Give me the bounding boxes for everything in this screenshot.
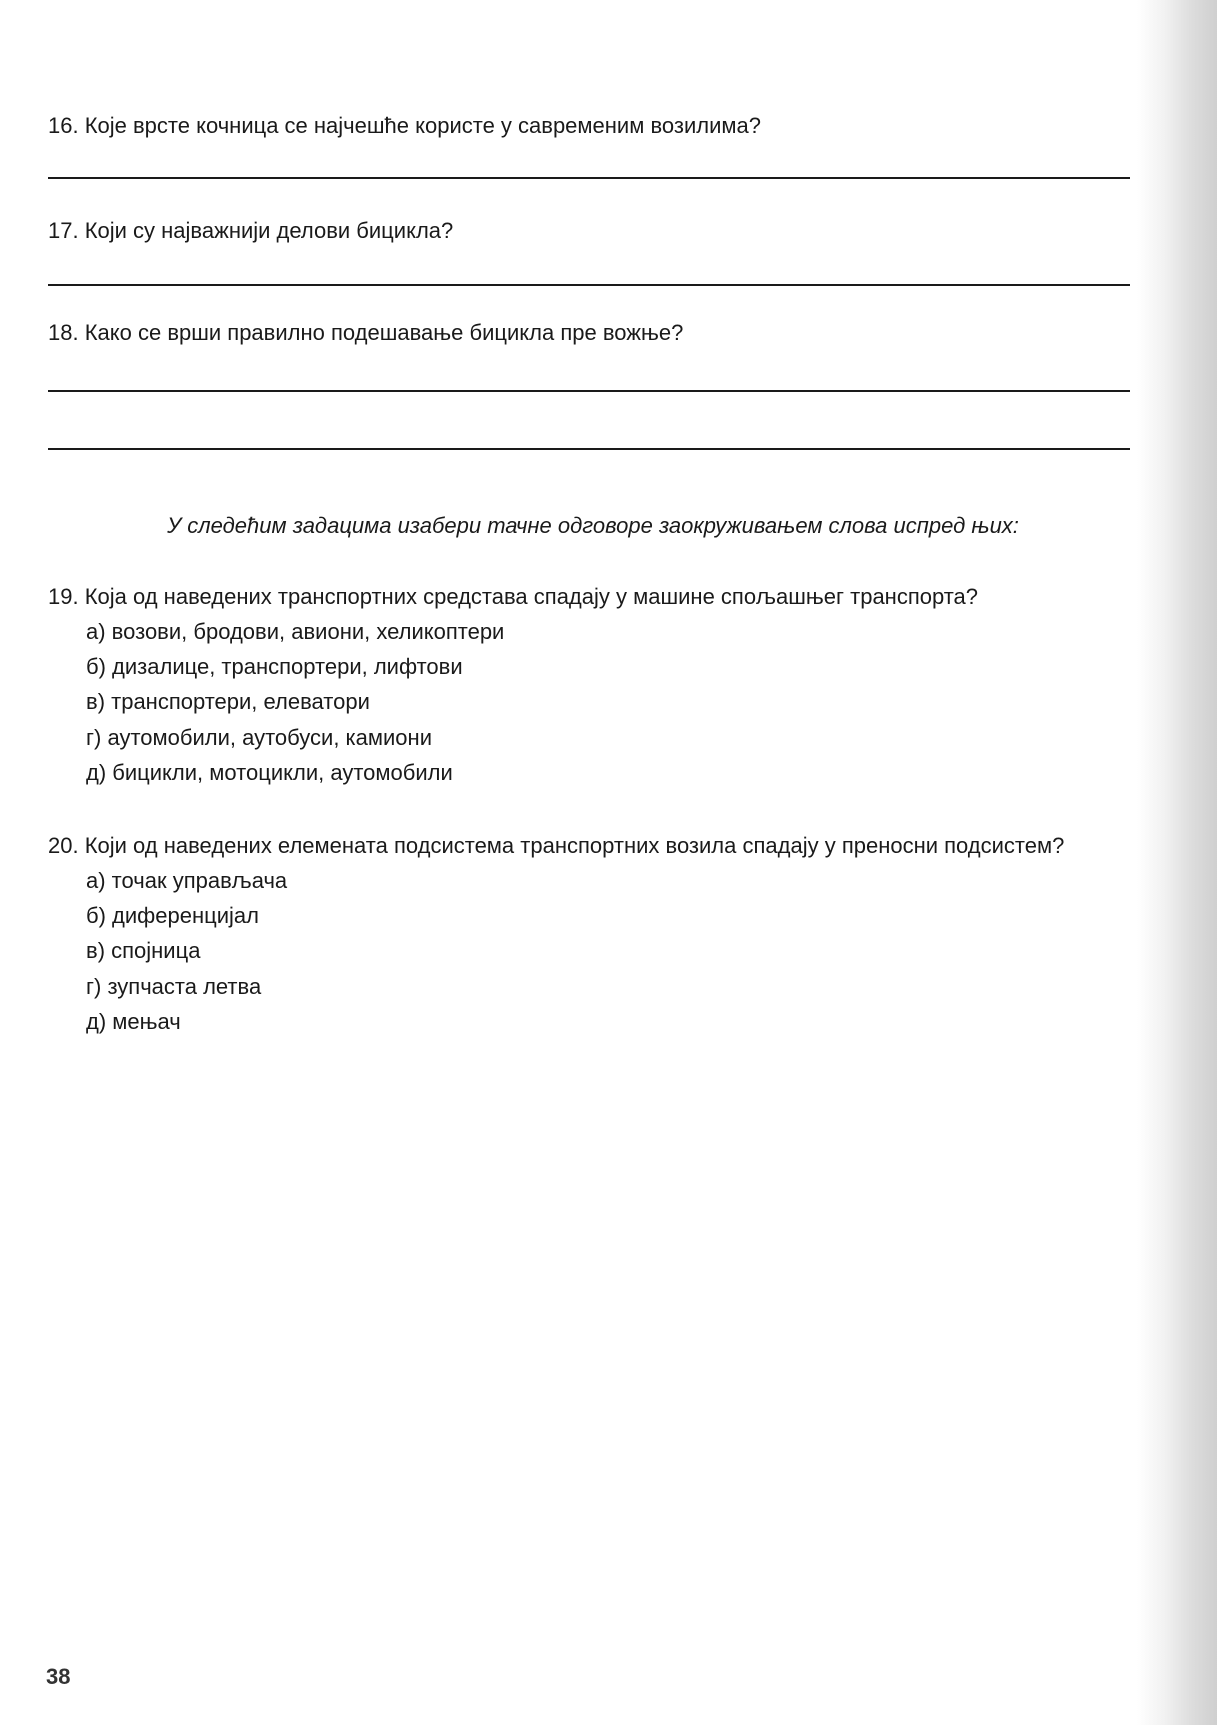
instruction-text: У следећим задацима изабери тачне одговоре заокруживањем слова испред њих: <box>167 513 1019 538</box>
question-20: 20. Који од наведених елемената подсистема транспортних возила спадају у преносни подсистем? <box>48 833 1065 858</box>
page-number: 38 <box>46 1664 71 1689</box>
option-19-b[interactable]: б) дизалице, транспортери, лифтови <box>86 654 463 680</box>
option-19-g[interactable]: г) аутомобили, аутобуси, камиони <box>86 724 432 750</box>
option-20-a[interactable]: а) точак управљача <box>86 868 288 893</box>
page-edge-shadow <box>1137 0 1217 1725</box>
option-20-v[interactable]: в) спојница <box>86 938 201 964</box>
answer-line-18-a[interactable] <box>48 390 1130 392</box>
option-19-v[interactable]: в) транспортери, елеватори <box>86 689 370 715</box>
answer-line-18-b[interactable] <box>48 448 1130 450</box>
option-20-b[interactable]: б) диференцијал <box>86 903 259 929</box>
question-17: 17. Који су најважнији делови бицикла? <box>48 218 454 243</box>
question-16: 16. Које врсте кочница се најчешће користе у савременим возилима? <box>48 113 761 138</box>
option-20-g[interactable]: г) зупчаста летва <box>86 973 262 999</box>
question-19: 19. Која од наведених транспортних средстава спадају у машине спољашњег транспорта? <box>48 584 979 609</box>
question-19-options <box>86 614 504 790</box>
answer-line-16[interactable] <box>48 177 1130 179</box>
option-19-a[interactable]: а) возови, бродови, авиони, хеликоптери <box>86 619 505 644</box>
question-18: 18. Како се врши правилно подешавање бицикла пре вожње? <box>48 320 684 345</box>
answer-line-17[interactable] <box>48 284 1130 286</box>
option-20-d[interactable]: д) мењач <box>86 1008 181 1034</box>
question-20-options <box>86 863 287 1039</box>
option-19-d[interactable]: д) бицикли, мотоцикли, аутомобили <box>86 759 453 785</box>
